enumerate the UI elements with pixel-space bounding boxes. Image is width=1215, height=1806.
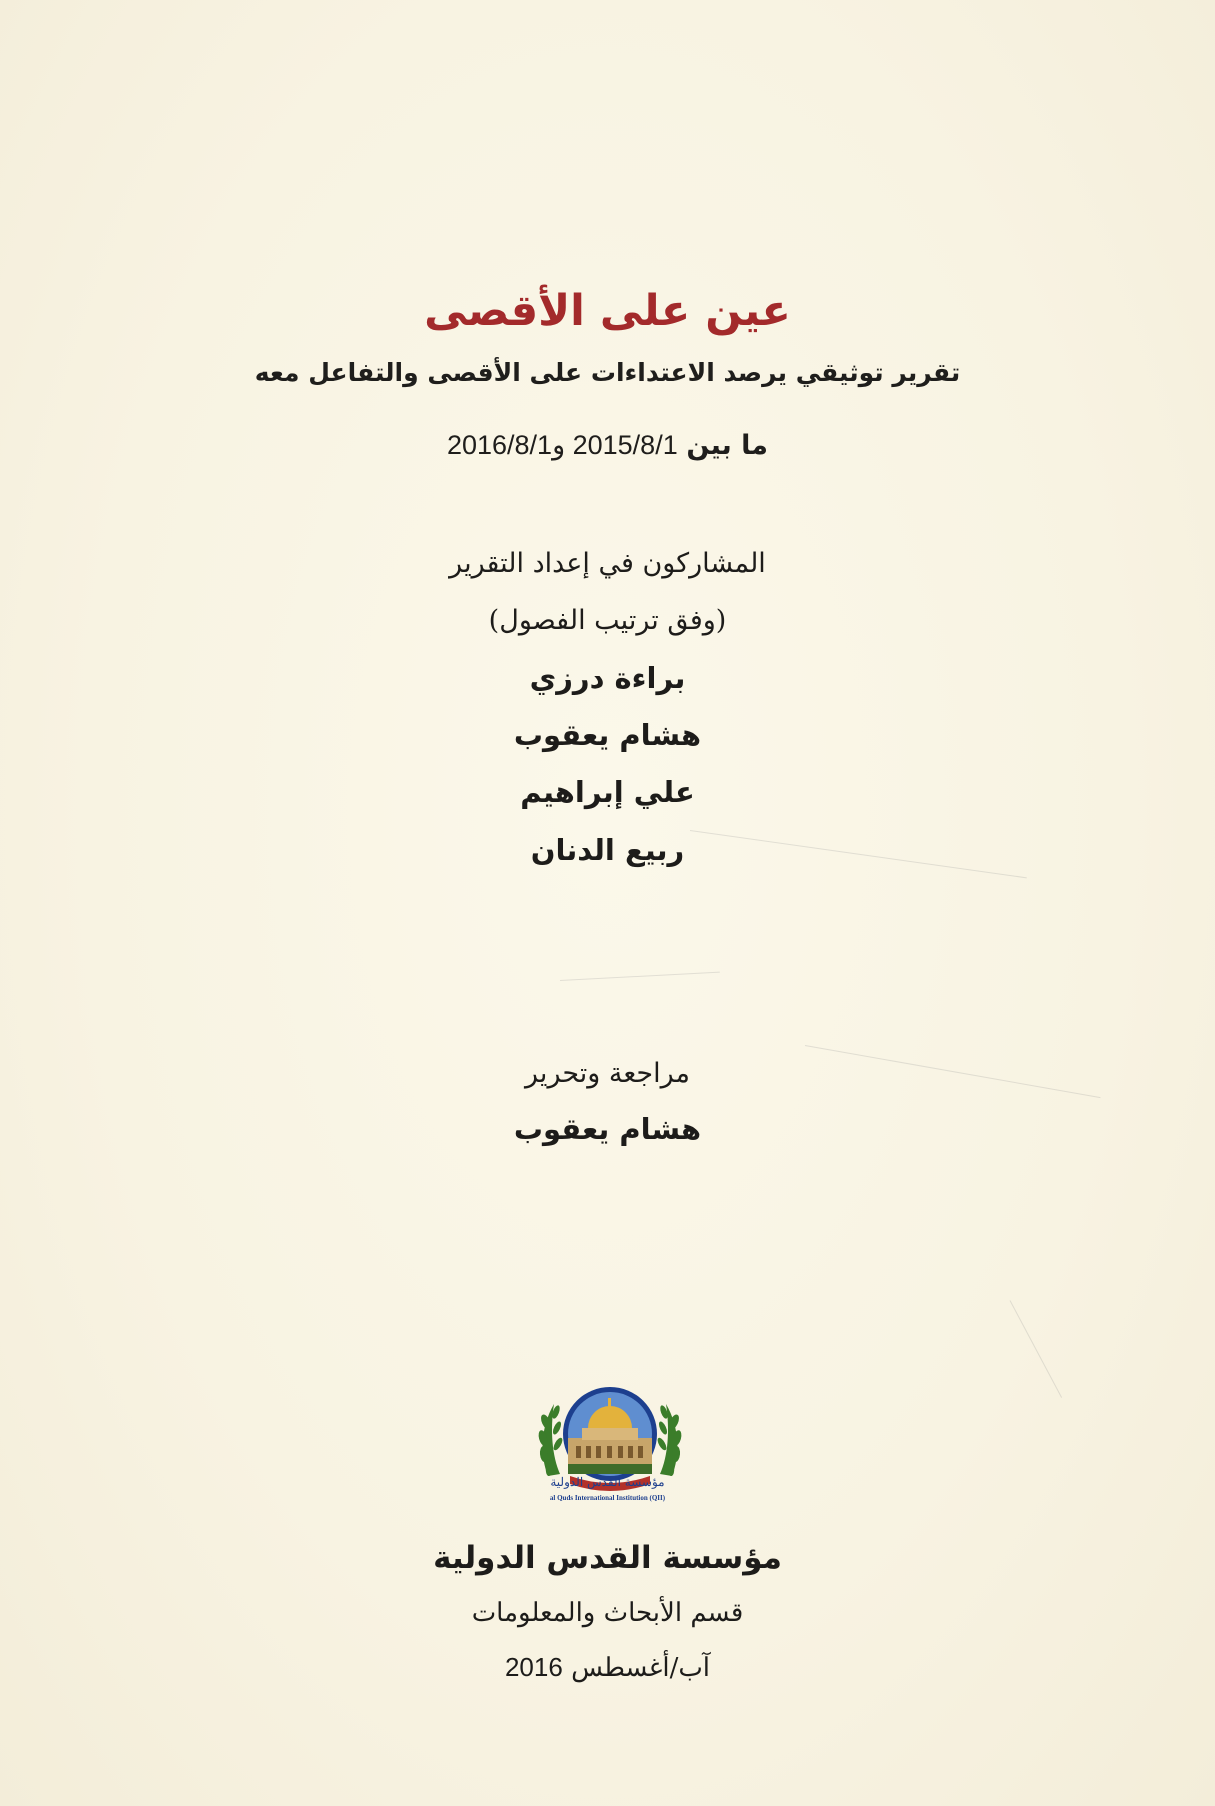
paper-scratch: [560, 972, 720, 981]
logo-caption-english: al Quds International Institution (QII): [549, 1494, 666, 1502]
report-period: [0, 430, 1215, 461]
logo-caption-arabic: مؤسسة القدس الدولية: [550, 1475, 665, 1489]
report-subtitle: تقرير توثيقي يرصد الاعتداءات على الأقصى والتفاعل معه: [254, 358, 961, 387]
author-name: ربيع الدنان: [530, 833, 685, 867]
period-lead: ما بين: [686, 430, 769, 461]
editor-name: هشام يعقوب: [513, 1112, 702, 1146]
participants-label: المشاركون في إعداد التقرير: [449, 548, 766, 579]
publisher-department: قسم الأبحاث والمعلومات: [471, 1598, 744, 1628]
participants-note: (وفق ترتيب الفصول): [488, 605, 727, 636]
editing-label: مراجعة وتحرير: [525, 1058, 690, 1089]
period-dates: 2015/8/1 و2016/8/1: [446, 430, 678, 460]
author-name: براءة درزي: [529, 661, 686, 695]
right-laurel-icon: [656, 1404, 683, 1477]
publication-date: [0, 1652, 1215, 1683]
publisher-name: مؤسسة القدس الدولية: [433, 1540, 782, 1576]
publication-year: 2016: [504, 1652, 563, 1682]
author-name: علي إبراهيم: [520, 775, 695, 809]
author-name: هشام يعقوب: [513, 718, 702, 752]
publication-month: آب/أغسطس: [571, 1653, 711, 1683]
paper-scratch: [1010, 1300, 1063, 1398]
left-laurel-icon: [537, 1404, 564, 1477]
report-title: عين على الأقصى: [424, 286, 791, 336]
